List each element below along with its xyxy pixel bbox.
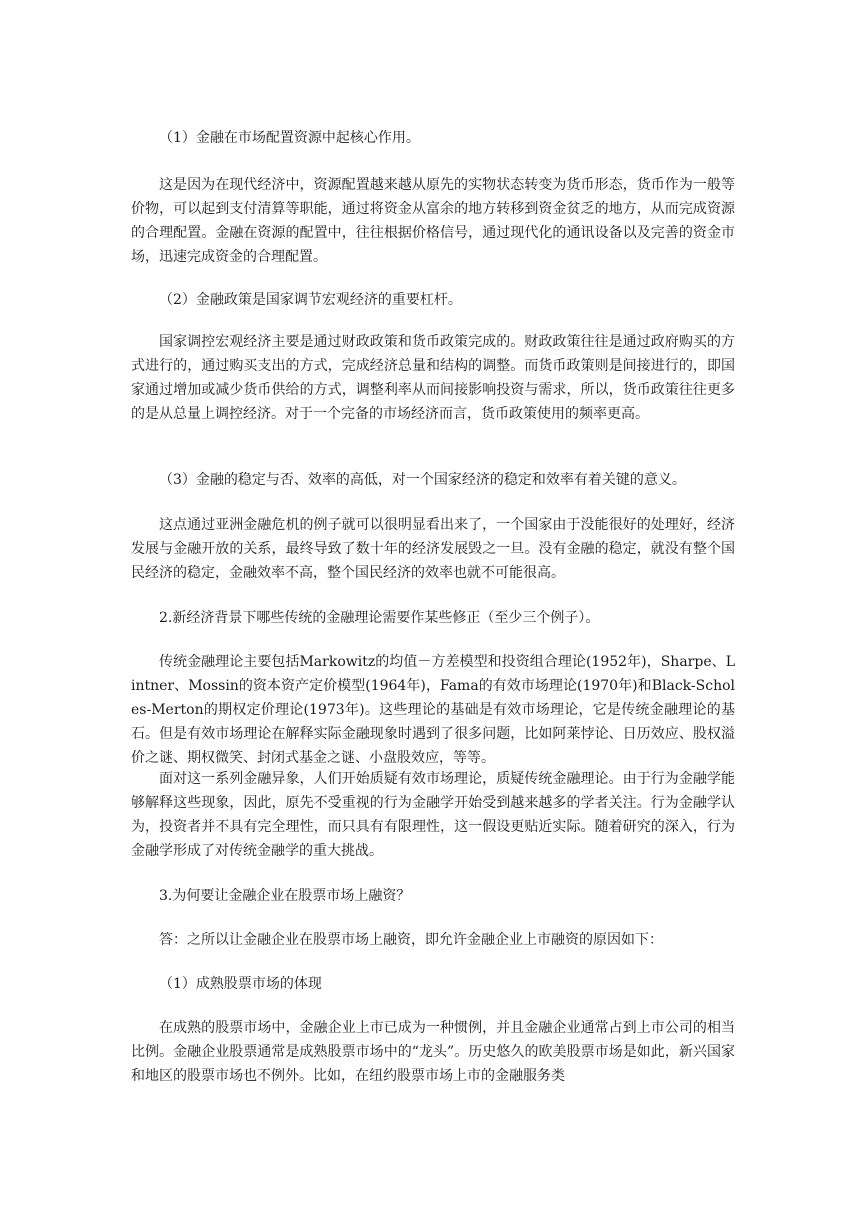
body-paragraph-1: 这是因为在现代经济中，资源配置越来越从原先的实物状态转变为货币形态，货币作为一般等价物，可以起到支付清算等职能，通过将资金从富余的地方转移到资金贫乏的地方，从而完成资源的合理配置。金融在资源的配置中，往往根据价格信号，通过现代化的通讯设备以及完善的资金市场，迅速完成资金的合理配置。	[131, 177, 735, 265]
body-paragraph-4: 传统金融理论主要包括Markowitz的均值－方差模型和投资组合理论(1952年)，Sharpe、Lintner、Mossin的资本资产定价模型(1964年)，Fama的有效市场理论(1970年)和Black-Scholes-Merton的期权定价理论(1973年)。这些理论的基础是有效市场理论，它是传统金融理论的基石。但是有效市场理论在解释实际金融现象时遇到了很多问题，比如阿莱悖论、日历效应、股权溢价之谜、期权微笑、封闭式基金之谜、小盘股效应，等等。	[131, 654, 735, 766]
section-heading-3-1: （1）成熟股票市场的体现	[159, 976, 322, 992]
question-heading-3: 3.为何要让金融企业在股票市场上融资？	[159, 888, 411, 904]
answer-intro: 答：之所以让金融企业在股票市场上融资，即允许金融企业上市融资的原因如下：	[159, 932, 663, 948]
section-heading-1-3: （3）金融的稳定与否、效率的高低，对一个国家经济的稳定和效率有着关键的意义。	[159, 472, 686, 488]
section-heading-1-2: （2）金融政策是国家调节宏观经济的重要杠杆。	[159, 292, 462, 308]
section-heading-1-1: （1）金融在市场配置资源中起核心作用。	[159, 130, 420, 146]
body-paragraph-3: 这点通过亚洲金融危机的例子就可以很明显看出来了，一个国家由于没能很好的处理好，经济发展与金融开放的关系，最终导致了数十年的经济发展毁之一旦。没有金融的稳定，就没有整个国民经济的稳定，金融效率不高，整个国民经济的效率也就不可能很高。	[131, 517, 735, 581]
body-paragraph-2: 国家调控宏观经济主要是通过财政政策和货币政策完成的。财政政策往往是通过政府购买的方式进行的，通过购买支出的方式，完成经济总量和结构的调整。而货币政策则是间接进行的，即国家通过增加或减少货币供给的方式，调整利率从而间接影响投资与需求，所以，货币政策往往更多的是从总量上调控经济。对于一个完备的市场经济而言，货币政策使用的频率更高。	[131, 334, 735, 422]
body-paragraph-6: 在成熟的股票市场中，金融企业上市已成为一种惯例，并且金融企业通常占到上市公司的相当比例。金融企业股票通常是成熟股票市场中的“龙头”。历史悠久的欧美股票市场是如此，新兴国家和地区的股票市场也不例外。比如，在纽约股票市场上市的金融服务类	[131, 1020, 735, 1084]
question-heading-2: 2.新经济背景下哪些传统的金融理论需要作某些修正（至少三个例子）。	[159, 610, 600, 626]
body-paragraph-5: 面对这一系列金融异象，人们开始质疑有效市场理论，质疑传统金融理论。由于行为金融学能够解释这些现象，因此，原先不受重视的行为金融学开始受到越来越多的学者关注。行为金融学认为，投资者并不具有完全理性，而只具有有限理性，这一假设更贴近实际。随着研究的深入，行为金融学形成了对传统金融学的重大挑战。	[131, 771, 735, 859]
